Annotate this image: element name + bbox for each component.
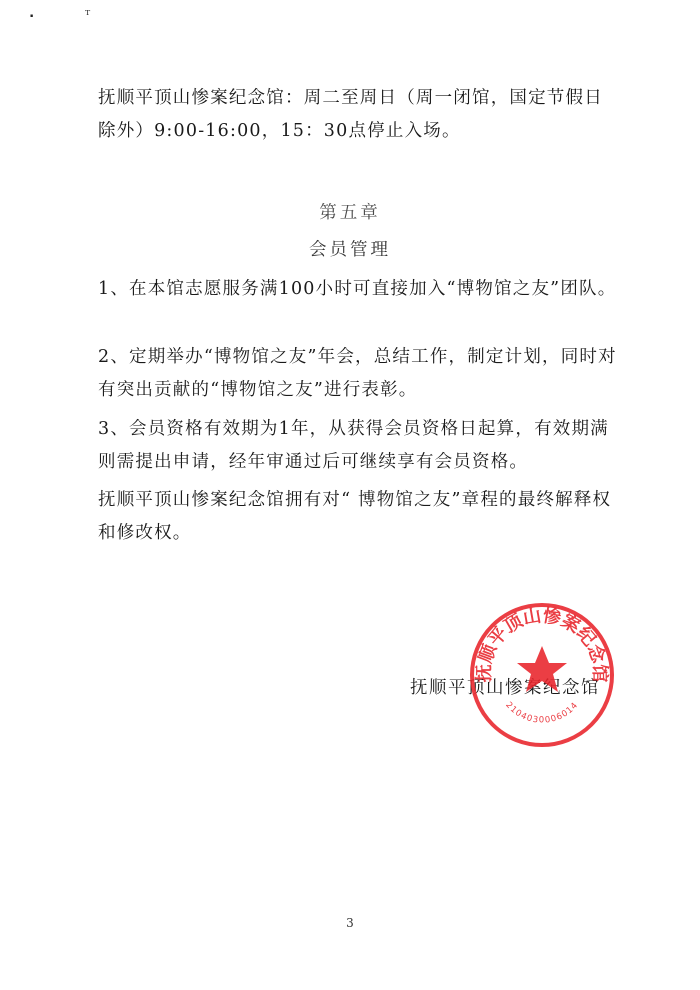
opening-hours-paragraph: 抚顺平顶山惨案纪念馆：周二至周日（周一闭馆，国定节假日除外）9:00-16:00，15：30点停止入场。 [98,88,603,141]
page-number: 3 [346,916,354,930]
rule-item-3: 3、会员资格有效期为1年，从获得会员资格日起算，有效期满则需提出申请，经年审通过后可继续享有会员资格。 [98,419,609,472]
scan-corner-marks: ⬝ ᵀ [30,8,115,22]
svg-text:2104030006014 [503,700,580,725]
chapter-title: 第五章 [319,203,381,223]
seal-code: 2104030006014 [503,700,581,726]
official-seal-stamp [467,600,617,750]
signature-line: 抚顺平顶山惨案纪念馆 [410,678,600,698]
rule-item-2: 2、定期举办“博物馆之友”年会，总结工作，制定计划，同时对有突出贡献的“博物馆之友”进行表彰。 [98,347,617,400]
section-title: 会员管理 [309,240,391,260]
closing-paragraph: 抚顺平顶山惨案纪念馆拥有对“ 博物馆之友”章程的最终解释权和修改权。 [98,490,612,543]
rule-item-1: 1、在本馆志愿服务满100小时可直接加入“博物馆之友”团队。 [98,279,617,299]
seal-text: 抚顺平顶山惨案纪念馆 [473,605,611,683]
